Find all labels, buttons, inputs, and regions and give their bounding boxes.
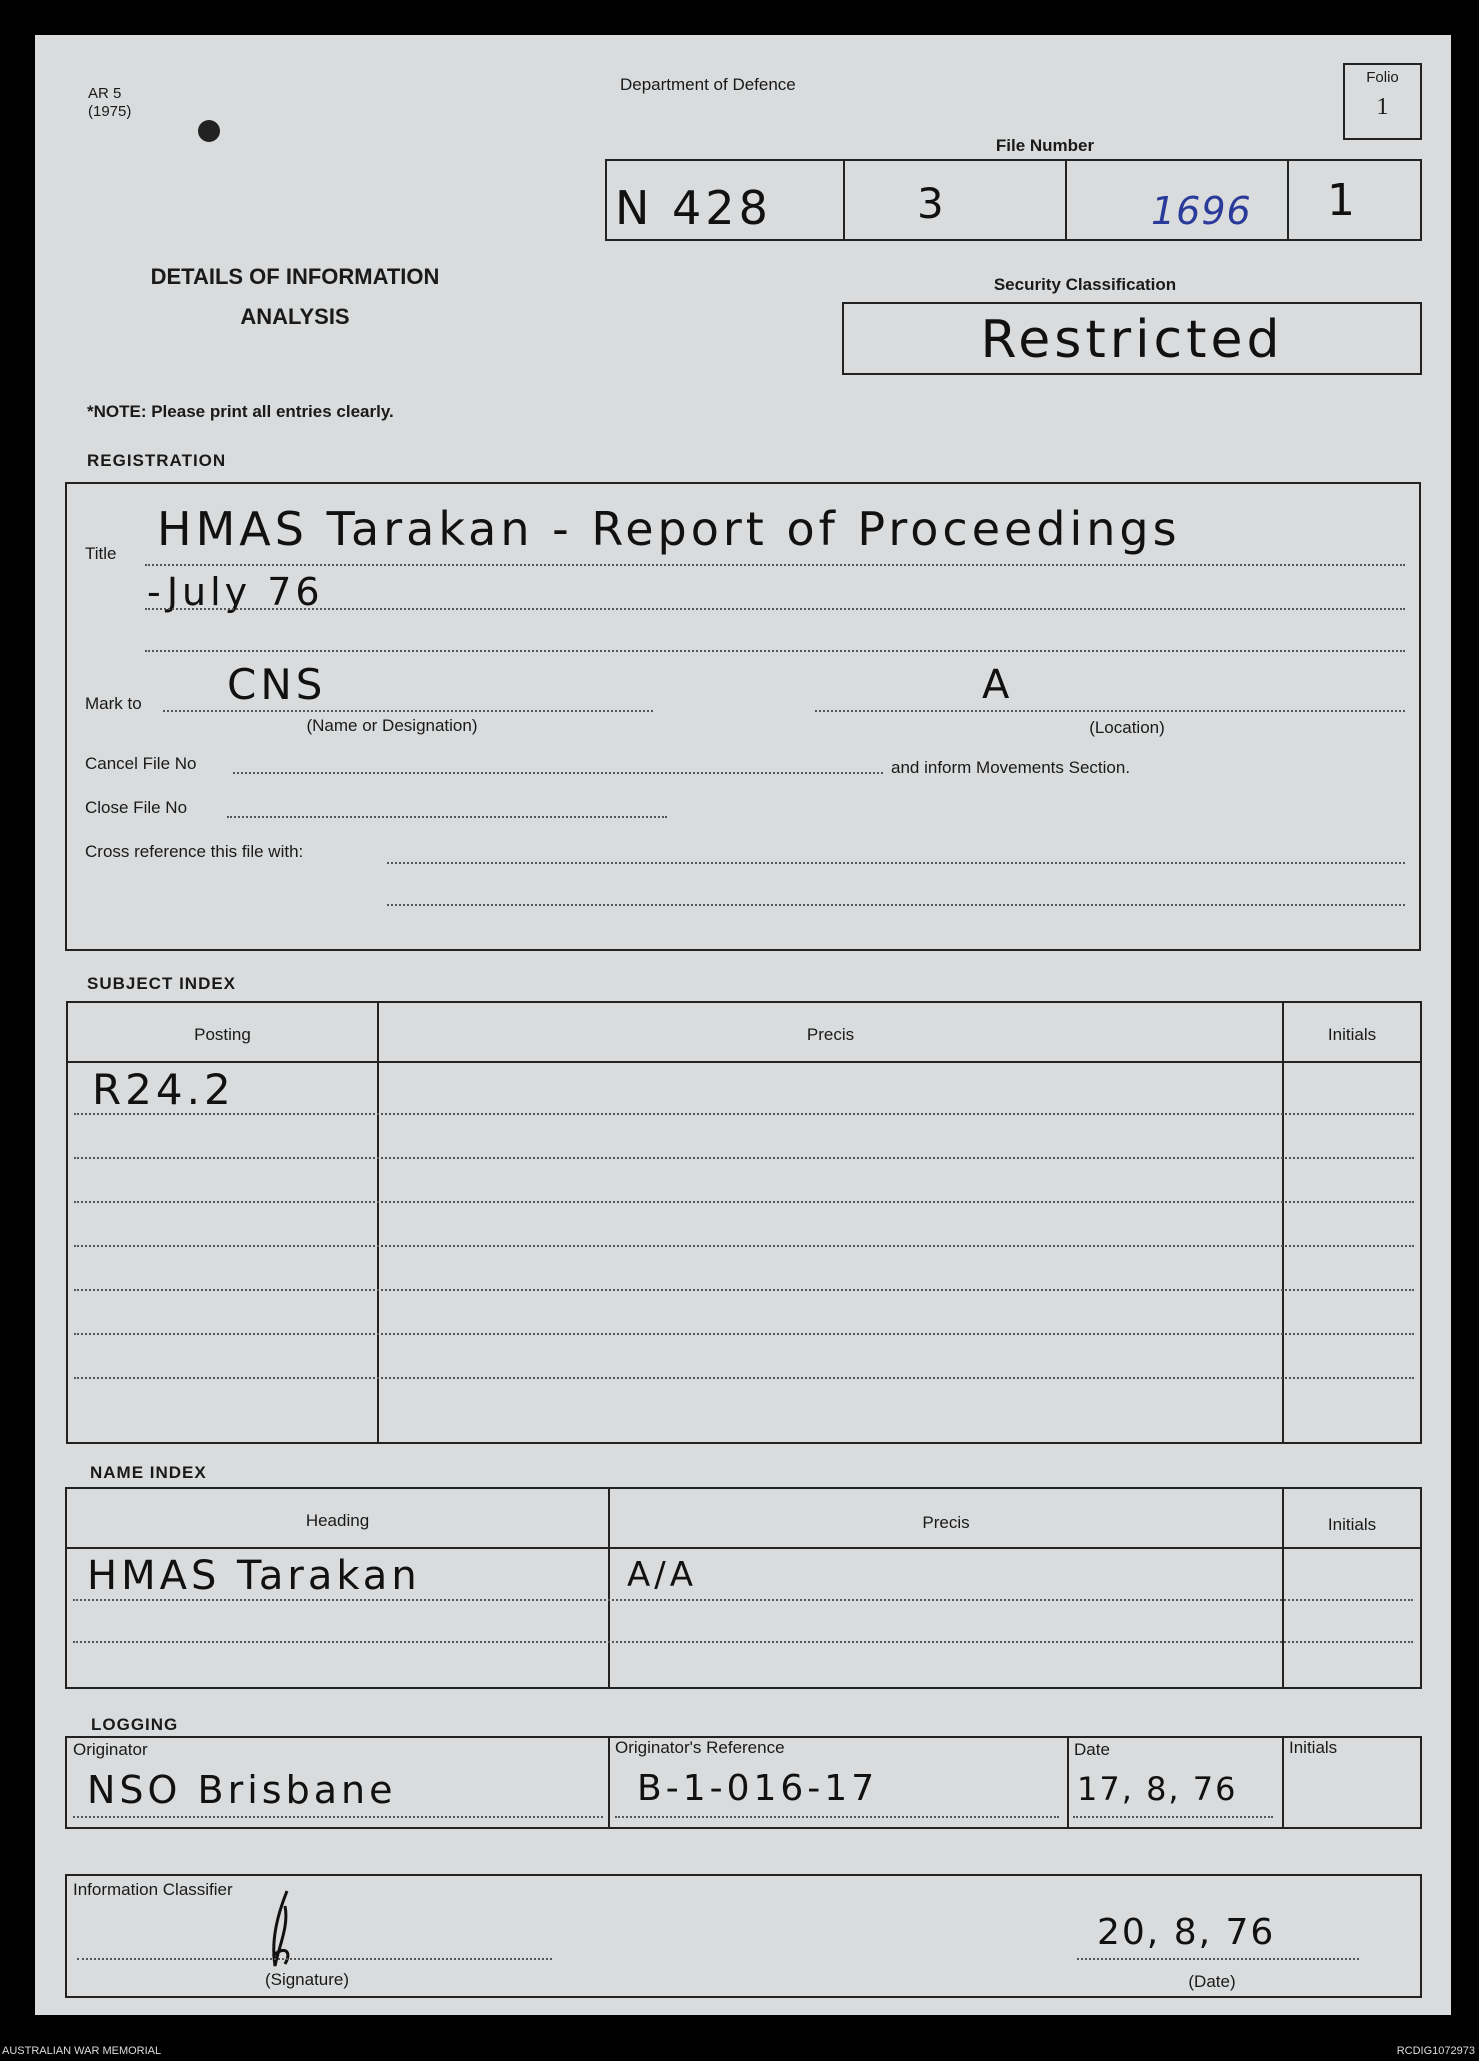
file-number-box: [605, 159, 1422, 241]
security-label: Security Classification: [993, 275, 1177, 294]
registration-box: [65, 482, 1421, 951]
security-box: [842, 302, 1422, 375]
close-file-line: [227, 816, 667, 818]
column-divider: [1282, 1738, 1284, 1827]
column-divider: [1067, 1738, 1069, 1827]
logging-heading: LOGGING: [91, 1715, 179, 1734]
close-file-label: Close File No: [85, 798, 188, 817]
table-row-line: [74, 1289, 1414, 1291]
file-number-part-2: 3: [917, 179, 948, 228]
form-year-text: (1975): [88, 103, 132, 120]
title-value-line-1: HMAS Tarakan - Report of Proceedings: [157, 502, 1181, 556]
table-row-heading: HMAS Tarakan: [87, 1553, 421, 1599]
column-header-initials: Initials: [1327, 1515, 1377, 1534]
cancel-file-line: [233, 772, 883, 774]
subject-index-heading: SUBJECT INDEX: [87, 974, 237, 993]
form-page: [35, 35, 1451, 2015]
table-row-line: [74, 1201, 1414, 1203]
title-line: [145, 564, 1405, 566]
name-index-heading: NAME INDEX: [90, 1463, 207, 1482]
column-header-heading: Heading: [305, 1511, 370, 1530]
name-caption: (Name or Designation): [306, 716, 478, 735]
initials-label: Initials: [1289, 1738, 1338, 1757]
originator-line: [73, 1816, 603, 1818]
name-index-table: [65, 1487, 1422, 1689]
form-code-text: AR 5: [88, 85, 122, 102]
form-note: *NOTE: Please print all entries clearly.: [87, 402, 394, 421]
form-title-line-2: ANALYSIS: [240, 304, 350, 329]
mark-to-name-line: [163, 710, 653, 712]
table-header-divider: [67, 1547, 1420, 1549]
reference-line: [615, 1816, 1059, 1818]
reference-label: Originator's Reference: [615, 1738, 785, 1757]
form-title-line-1: DETAILS OF INFORMATION: [150, 264, 440, 289]
table-row-posting: R24.2: [92, 1065, 235, 1114]
form-title: [95, 257, 495, 337]
signature-line: [77, 1958, 552, 1960]
title-line: [145, 608, 1405, 610]
classifier-date-value: 20, 8, 76: [1097, 1912, 1276, 1953]
folio-value: 1: [1376, 94, 1389, 120]
mark-to-name-value: CNS: [227, 660, 327, 709]
title-label: Title: [85, 544, 117, 563]
classifier-label: Information Classifier: [73, 1880, 233, 1899]
file-number-part-1: N 428: [615, 181, 772, 235]
classifier-date-caption: (Date): [1188, 1972, 1236, 1991]
table-row-line: [73, 1599, 1413, 1601]
form-code: [88, 85, 131, 121]
column-header-initials: Initials: [1327, 1025, 1377, 1044]
date-label: Date: [1074, 1740, 1110, 1759]
cancel-file-label: Cancel File No: [85, 754, 197, 773]
folio-box: [1343, 63, 1422, 140]
classifier-date-line: [1077, 1958, 1359, 1960]
reference-value: B-1-016-17: [637, 1768, 879, 1809]
file-number-part-3: 1696: [1151, 189, 1252, 233]
cross-reference-label: Cross reference this file with:: [85, 842, 304, 861]
file-number-divider: [843, 161, 845, 239]
originator-label: Originator: [73, 1740, 148, 1759]
column-header-precis: Precis: [806, 1025, 855, 1044]
footer-record-id: RCDIG1072973: [1396, 2045, 1475, 2057]
originator-value: NSO Brisbane: [87, 1768, 397, 1812]
subject-index-table: [66, 1001, 1422, 1444]
file-number-part-4: 1: [1327, 175, 1359, 226]
mark-to-label: Mark to: [85, 694, 142, 713]
table-row-precis: A/A: [627, 1555, 697, 1595]
table-row-line: [74, 1333, 1414, 1335]
date-line: [1073, 1816, 1273, 1818]
cross-reference-line: [387, 904, 1405, 906]
file-number-divider: [1065, 161, 1067, 239]
title-value-line-2: -July 76: [147, 570, 324, 614]
department-label: Department of Defence: [620, 75, 796, 94]
table-row-line: [73, 1641, 1413, 1643]
title-line: [145, 650, 1405, 652]
table-row-line: [74, 1113, 1414, 1115]
table-row-line: [74, 1157, 1414, 1159]
date-value: 17, 8, 76: [1077, 1770, 1238, 1808]
registration-heading: REGISTRATION: [87, 451, 227, 470]
logging-table: [65, 1736, 1422, 1829]
security-value: Restricted: [980, 310, 1284, 370]
table-header-divider: [68, 1061, 1420, 1063]
mark-to-location-line: [815, 710, 1405, 712]
column-divider: [608, 1738, 610, 1827]
column-header-precis: Precis: [922, 1513, 970, 1532]
location-caption: (Location): [1089, 718, 1165, 737]
mark-to-location-value: A: [982, 662, 1014, 708]
cancel-file-suffix: and inform Movements Section.: [891, 758, 1131, 777]
footer-archive-label: AUSTRALIAN WAR MEMORIAL: [2, 2045, 162, 2057]
cross-reference-line: [387, 862, 1405, 864]
file-number-divider: [1287, 161, 1289, 239]
signature-caption: (Signature): [264, 1970, 350, 1989]
table-row-line: [74, 1377, 1414, 1379]
punch-hole: [198, 120, 220, 142]
file-number-label: File Number: [995, 136, 1095, 155]
column-header-posting: Posting: [194, 1025, 251, 1044]
classifier-box: [65, 1874, 1422, 1998]
folio-label: Folio: [1366, 69, 1399, 86]
table-row-line: [74, 1245, 1414, 1247]
